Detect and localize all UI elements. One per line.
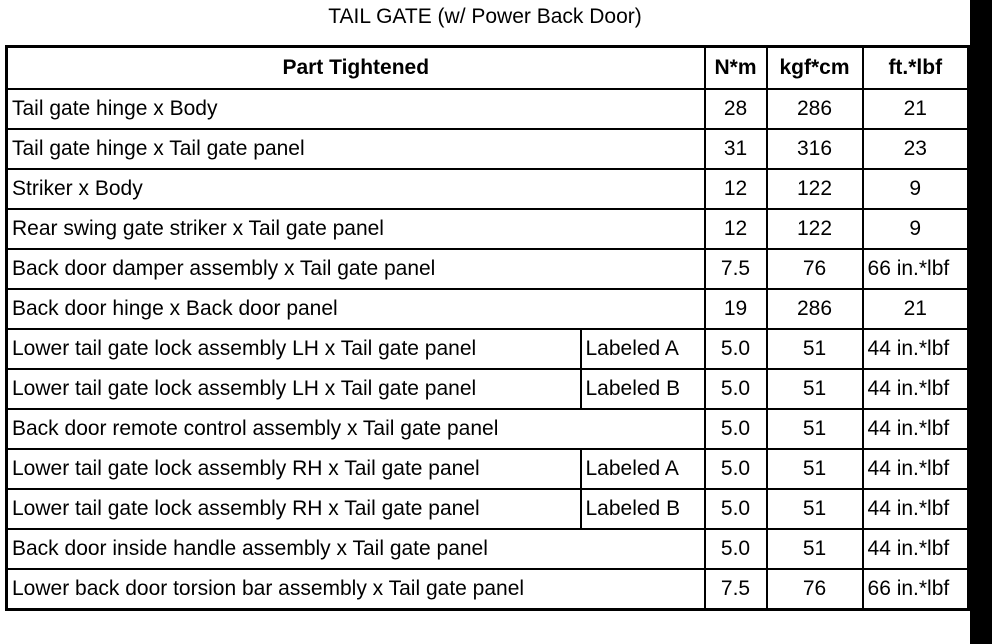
nm-cell: 12 — [705, 169, 767, 209]
kgf-cell: 51 — [767, 489, 863, 529]
ft-lbf-cell: 44 in.*lbf — [863, 369, 969, 409]
ft-lbf-cell: 44 in.*lbf — [863, 409, 969, 449]
ft-lbf-cell: 44 in.*lbf — [863, 329, 969, 369]
table-row — [7, 89, 969, 129]
header-part-tightened: Part Tightened — [7, 47, 705, 90]
table-row — [7, 369, 969, 409]
table-row — [7, 289, 969, 329]
table-row — [7, 209, 969, 249]
table-row — [7, 129, 969, 169]
part-cell: Back door inside handle assembly x Tail gate panel — [7, 529, 705, 569]
page-title: TAIL GATE (w/ Power Back Door) — [328, 5, 642, 28]
ft-lbf-cell: 44 in.*lbf — [863, 449, 969, 489]
part-cell: Back door remote control assembly x Tail gate panel — [7, 409, 705, 449]
part-cell: Lower back door torsion bar assembly x Tail gate panel — [7, 569, 705, 610]
nm-cell: 28 — [705, 89, 767, 129]
table-row — [7, 329, 969, 369]
nm-cell: 19 — [705, 289, 767, 329]
label-cell: Labeled B — [581, 369, 705, 409]
kgf-cell: 51 — [767, 409, 863, 449]
label-cell: Labeled A — [581, 329, 705, 369]
nm-cell: 5.0 — [705, 489, 767, 529]
nm-cell: 12 — [705, 209, 767, 249]
kgf-cell: 122 — [767, 169, 863, 209]
table-row — [7, 569, 969, 610]
part-cell: Lower tail gate lock assembly RH x Tail gate panel — [7, 489, 581, 529]
nm-cell: 5.0 — [705, 329, 767, 369]
table-row — [7, 249, 969, 289]
kgf-cell: 286 — [767, 89, 863, 129]
right-edge-bar — [970, 0, 992, 644]
nm-cell: 5.0 — [705, 369, 767, 409]
kgf-cell: 51 — [767, 529, 863, 569]
kgf-cell: 76 — [767, 569, 863, 610]
table-row — [7, 409, 969, 449]
ft-lbf-cell: 21 — [863, 89, 969, 129]
kgf-cell: 286 — [767, 289, 863, 329]
nm-cell: 7.5 — [705, 249, 767, 289]
table-row — [7, 529, 969, 569]
kgf-cell: 51 — [767, 369, 863, 409]
part-cell: Lower tail gate lock assembly RH x Tail gate panel — [7, 449, 581, 489]
ft-lbf-cell: 23 — [863, 129, 969, 169]
ft-lbf-cell: 66 in.*lbf — [863, 249, 969, 289]
header-nm: N*m — [705, 47, 767, 90]
label-cell: Labeled B — [581, 489, 705, 529]
ft-lbf-cell: 44 in.*lbf — [863, 529, 969, 569]
torque-spec-table — [5, 45, 970, 611]
kgf-cell: 51 — [767, 449, 863, 489]
nm-cell: 5.0 — [705, 449, 767, 489]
kgf-cell: 51 — [767, 329, 863, 369]
ft-lbf-cell: 66 in.*lbf — [863, 569, 969, 610]
part-cell: Striker x Body — [7, 169, 705, 209]
header-ft-lbf: ft.*lbf — [863, 47, 969, 90]
kgf-cell: 316 — [767, 129, 863, 169]
nm-cell: 31 — [705, 129, 767, 169]
kgf-cell: 76 — [767, 249, 863, 289]
ft-lbf-cell: 9 — [863, 209, 969, 249]
kgf-cell: 122 — [767, 209, 863, 249]
ft-lbf-cell: 9 — [863, 169, 969, 209]
part-cell: Back door damper assembly x Tail gate panel — [7, 249, 705, 289]
header-kgf-cm: kgf*cm — [767, 47, 863, 90]
part-cell: Lower tail gate lock assembly LH x Tail gate panel — [7, 369, 581, 409]
part-cell: Tail gate hinge x Tail gate panel — [7, 129, 705, 169]
nm-cell: 5.0 — [705, 529, 767, 569]
part-cell: Rear swing gate striker x Tail gate panel — [7, 209, 705, 249]
table-header-row — [7, 47, 969, 90]
table-row — [7, 169, 969, 209]
label-cell: Labeled A — [581, 449, 705, 489]
table-row — [7, 489, 969, 529]
ft-lbf-cell: 44 in.*lbf — [863, 489, 969, 529]
nm-cell: 7.5 — [705, 569, 767, 610]
ft-lbf-cell: 21 — [863, 289, 969, 329]
table-row — [7, 449, 969, 489]
part-cell: Lower tail gate lock assembly LH x Tail gate panel — [7, 329, 581, 369]
nm-cell: 5.0 — [705, 409, 767, 449]
part-cell: Tail gate hinge x Body — [7, 89, 705, 129]
part-cell: Back door hinge x Back door panel — [7, 289, 705, 329]
